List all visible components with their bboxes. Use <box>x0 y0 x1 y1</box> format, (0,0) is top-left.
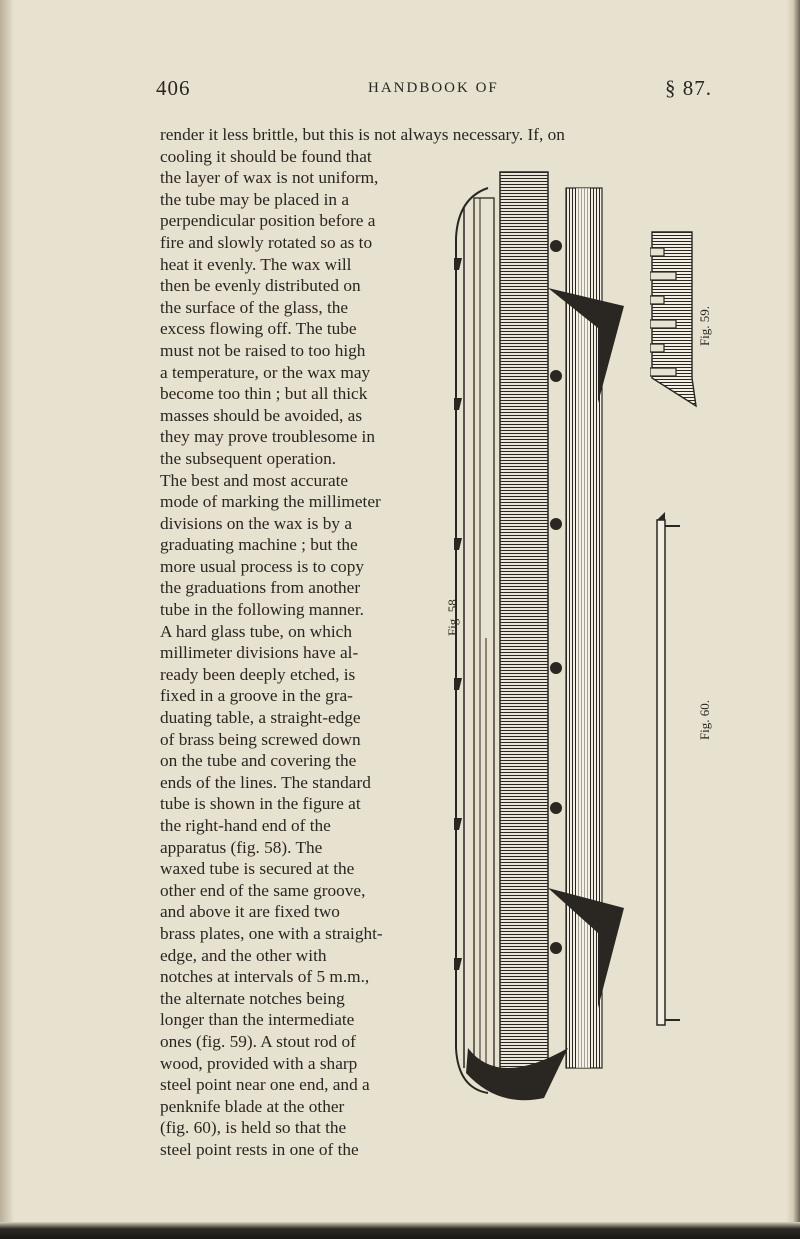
running-title: HANDBOOK OF <box>368 80 499 96</box>
text-line: The best and most accurate <box>160 470 349 490</box>
text-line: notches at intervals of 5 m.m., <box>160 967 370 987</box>
text-line: (fig. 60), is held so that the <box>160 1118 347 1138</box>
text-line: apparatus (fig. 58). The <box>160 837 323 857</box>
text-line: steel point rests in one of the <box>160 1139 359 1159</box>
text-line: divisions on the wax is by a <box>160 513 353 533</box>
text-line: the layer of wax is not uniform, <box>160 168 379 188</box>
text-line: fixed in a groove in the gra- <box>160 686 353 706</box>
text-line: brass plates, one with a straight- <box>160 923 383 943</box>
text-line: duating table, a straight-edge <box>160 708 361 728</box>
text-line: on the tube and covering the <box>160 751 357 771</box>
text-line: fire and slowly rotated so as to <box>160 232 373 252</box>
page-gutter-shadow <box>0 0 14 1239</box>
first-text-line: render it less brittle, but this is not always necessary. If, on <box>160 125 565 144</box>
text-line: ones (fig. 59). A stout rod of <box>160 1031 356 1051</box>
text-line: the alternate notches being <box>160 988 345 1008</box>
text-line: a temperature, or the wax may <box>160 362 371 382</box>
text-line: and above it are fixed two <box>160 902 340 922</box>
text-line: excess flowing off. The tube <box>160 319 357 339</box>
text-line: perpendicular position before a <box>160 211 376 231</box>
text-line: millimeter divisions have al- <box>160 643 359 663</box>
text-line: must not be raised to too high <box>160 340 366 360</box>
text-line: tube is shown in the figure at <box>160 794 361 814</box>
text-line: penknife blade at the other <box>160 1096 345 1116</box>
text-line: graduating machine ; but the <box>160 535 358 555</box>
text-line: the right-hand end of the <box>160 816 331 835</box>
text-line: steel point near one end, and a <box>160 1075 370 1095</box>
text-line: become too thin ; but all thick <box>160 384 368 404</box>
text-line: they may prove troublesome in <box>160 427 376 447</box>
fig-58-illustration <box>448 168 638 1118</box>
page-number: 406 <box>156 76 191 100</box>
page-edge <box>786 0 800 1239</box>
text-line: waxed tube is secured at the <box>160 859 355 879</box>
text-line: then be evenly distributed on <box>160 276 361 296</box>
text-line: masses should be avoided, as <box>160 405 363 425</box>
bottom-scan-border <box>0 1222 800 1239</box>
text-line: edge, and the other with <box>160 945 327 965</box>
fig-60-illustration <box>654 510 694 1030</box>
text-line: more usual process is to copy <box>160 556 364 576</box>
text-line: the tube may be placed in a <box>160 189 350 209</box>
section-number: § 87. <box>665 76 712 100</box>
text-line: longer than the intermediate <box>160 1010 355 1030</box>
text-line: ends of the lines. The standard <box>160 772 371 792</box>
text-line: tube in the following manner. <box>160 600 364 620</box>
text-line: A hard glass tube, on which <box>160 621 352 641</box>
fig-60-label: Fig. 60. <box>697 699 712 741</box>
text-line: cooling it should be found that <box>160 146 372 166</box>
text-line: wood, provided with a sharp <box>160 1053 358 1073</box>
text-line: other end of the same groove, <box>160 880 366 900</box>
text-line: heat it evenly. The wax will <box>160 254 352 274</box>
text-line: ready been deeply etched, is <box>160 664 356 684</box>
running-header <box>156 76 712 106</box>
fig-59-label: Fig. 59. <box>697 305 712 347</box>
fig-59-illustration <box>650 228 700 413</box>
text-line: the subsequent operation. <box>160 448 337 468</box>
text-line: of brass being screwed down <box>160 729 361 749</box>
text-line: mode of marking the millimeter <box>160 492 381 512</box>
text-line: the graduations from another <box>160 578 361 598</box>
text-column <box>160 146 450 1161</box>
text-line: the surface of the glass, the <box>160 297 349 317</box>
fig-58-label: Fig. 58. <box>445 595 460 637</box>
